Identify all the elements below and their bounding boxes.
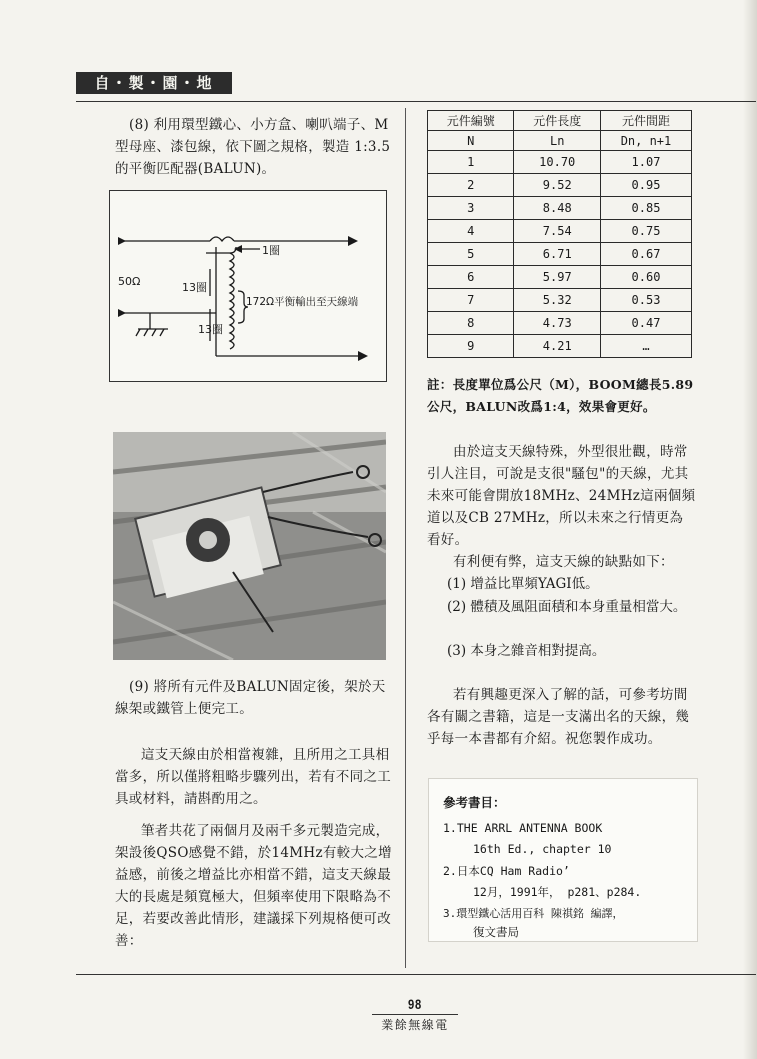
- cell: 0.60: [600, 266, 691, 289]
- cell: 9: [428, 335, 514, 358]
- table-row: [428, 220, 692, 243]
- paragraph-complexity: 這支天線由於相當複雜，且所用之工具相當多，所以僅將粗略步驟列出，若有不同之工具或材料，請斟酌用之。: [115, 747, 391, 807]
- cell: 0.95: [600, 174, 691, 197]
- label-turns-mid: 13圈: [182, 281, 207, 294]
- cell: 4.21: [514, 335, 600, 358]
- cell: 0.75: [600, 220, 691, 243]
- section-tag: 自・製・園・地: [76, 72, 232, 94]
- cell: 5: [428, 243, 514, 266]
- cell: 7: [428, 289, 514, 312]
- paragraph-cost: 筆者共花了兩個月及兩千多元製造完成，架設後QSO感覺不錯，於14MHz有較大之增益感，前後之增益比亦相當不錯，這支天線最大的長處是頻寬極大，但頻率使用下限略為不足，若要改善此情形，建議採下列規格便可改善：: [115, 823, 392, 949]
- pointer-arrowhead: [234, 245, 242, 253]
- con-item-1: (1) 增益比單頻YAGI低。: [447, 576, 599, 592]
- bottom-rule: [76, 974, 756, 975]
- paragraph-special: 由於這支天線特殊，外型很壯觀，時常引人注目，可說是支很"騷包"的天線，尤其未來可能會開放18MHz、24MHz這兩個頻道以及CB 27MHz，所以未來之行情更為看好。: [427, 444, 696, 548]
- balun-schematic: [110, 191, 386, 381]
- magazine-name: 業餘無線電: [381, 1018, 449, 1032]
- references-box: [428, 778, 698, 942]
- header-element-length: 元件長度: [514, 111, 600, 131]
- cell: 1: [428, 151, 514, 174]
- reference-line: 16th Ed., chapter 10: [473, 842, 612, 856]
- cell: 8: [428, 312, 514, 335]
- table-row: [428, 243, 692, 266]
- footer-rule: [372, 1014, 458, 1015]
- cell: 8.48: [514, 197, 600, 220]
- cell: 6.71: [514, 243, 600, 266]
- table-header-row: [428, 111, 692, 131]
- reference-line: 3.環型鐵心活用百科 陳祺銘 編譯，: [443, 907, 624, 920]
- output-arrow-top: [348, 236, 358, 246]
- cell: 3: [428, 197, 514, 220]
- table-row: [428, 312, 692, 335]
- step-9-text: (9) 將所有元件及BALUN固定後，架於天線架或鐵管上便完工。: [115, 679, 386, 717]
- coil-one-turn: [206, 247, 236, 253]
- label-turns-low: 13圈: [198, 323, 223, 336]
- cell: 4.73: [514, 312, 600, 335]
- element-table: [427, 110, 692, 358]
- label-output: 172Ω平衡輸出至天線端: [246, 296, 359, 308]
- cell: 0.47: [600, 312, 691, 335]
- cell: 6: [428, 266, 514, 289]
- input-arrow-bottom: [118, 309, 126, 317]
- references-title: 參考書目：: [443, 795, 506, 810]
- table-row: [428, 335, 692, 358]
- top-rule: [76, 101, 756, 102]
- label-impedance-in: 50Ω: [118, 275, 141, 288]
- reference-line: 1.THE ARRL ANTENNA BOOK: [443, 821, 603, 835]
- label-turns-top: 1圈: [262, 244, 280, 257]
- coil-secondary: [230, 253, 234, 349]
- table-row: [428, 151, 692, 174]
- cell: 5.32: [514, 289, 600, 312]
- cell: 5.97: [514, 266, 600, 289]
- table-row: [428, 174, 692, 197]
- balun-diagram: [109, 190, 387, 382]
- subheader-n: N: [428, 131, 514, 151]
- photo-illustration: [113, 432, 386, 660]
- table-subheader-row: [428, 131, 692, 151]
- cell: 0.85: [600, 197, 691, 220]
- cell: 10.70: [514, 151, 600, 174]
- subheader-ln: Ln: [514, 131, 600, 151]
- table-row: [428, 289, 692, 312]
- cell: 7.54: [514, 220, 600, 243]
- con-item-3: (3) 本身之雜音相對提高。: [447, 643, 606, 659]
- step-8-text: (8) 利用環型鐵心、小方盒、喇叭端子、M型母座、漆包線，依下圖之規格，製造 1:3.5 的平衡匹配器(BALUN)。: [115, 117, 391, 177]
- balun-photo: [113, 432, 386, 660]
- table-row: [428, 197, 692, 220]
- coil-primary-top: [210, 237, 234, 241]
- header-element-spacing: 元件間距: [600, 111, 691, 131]
- cell: 9.52: [514, 174, 600, 197]
- page-number: 98: [407, 996, 423, 1012]
- paragraph-pros-cons: 有利便有弊，這支天線的缺點如下：: [453, 554, 674, 570]
- header-element-number: 元件編號: [428, 111, 514, 131]
- cell: 0.53: [600, 289, 691, 312]
- reference-line: 12月，1991年， p281、p284.: [473, 885, 642, 899]
- reference-line: 復文書局: [473, 925, 519, 939]
- cell: 2: [428, 174, 514, 197]
- cell: 4: [428, 220, 514, 243]
- paragraph-interest: 若有興趣更深入了解的話，可參考坊間各有關之書籍，這是一支滿出名的天線，幾乎每一本書都有介紹。祝您製作成功。: [427, 687, 690, 747]
- subheader-dn: Dn, n+1: [600, 131, 691, 151]
- page-edge-shadow: [743, 0, 757, 1059]
- output-arrow-bottom: [358, 351, 368, 361]
- cell: 0.67: [600, 243, 691, 266]
- cell: 1.07: [600, 151, 691, 174]
- table-note: 註：長度單位爲公尺（M），BOOM總長5.89公尺，BALUN改爲1:4，效果會更好。: [427, 377, 694, 414]
- column-divider: [405, 108, 406, 968]
- table-row: [428, 266, 692, 289]
- input-arrow-top: [118, 237, 126, 245]
- reference-line: 2.日本CQ Ham Radio’: [443, 864, 570, 878]
- cell: …: [600, 335, 691, 358]
- con-item-2: (2) 體積及風阻面積和本身重量相當大。: [447, 599, 687, 615]
